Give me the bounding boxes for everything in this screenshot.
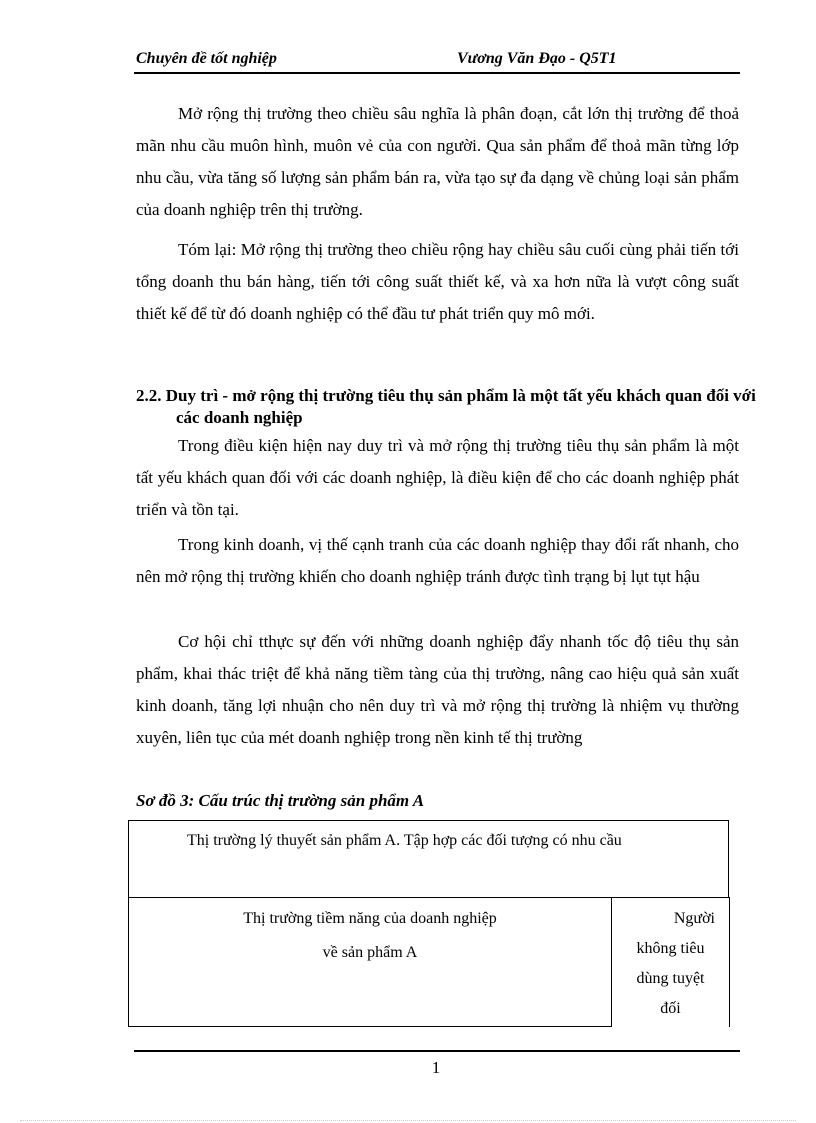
theoretical-market-box [128,820,729,898]
page-number: 1 [431,1058,441,1077]
non-consumer-box [612,897,730,1027]
diagram-caption: Sơ đồ 3: Cấu trúc thị trường sản phẩm A [136,791,425,810]
potential-market-box [128,897,612,1027]
paragraph-current-conditions: Trong điều kiện hiện nay duy trì và mở rộng thị trường tiêu thụ sản phẩm là một tất yếu khách quan đối với các doanh nghiệp, là điều kiện để cho các doanh nghiệp phát triển và tồn tại. [136,436,739,519]
paragraph-market-depth: Mở rộng thị trường theo chiều sâu nghĩa là phân đoạn, cắt lớn thị trường để thoả mãn nhu cầu muôn hình, muôn vẻ của con người. Qua sản phẩm để thoả mãn từng lớp nhu cầu, vừa tăng số lượng sản phẩm bán ra, vừa tạo sự đa dạng về chủng loại sản phẩm của doanh nghiệp trên thị trường. [136,104,739,219]
non-consumer-line-2: không tiêu [636,940,705,957]
potential-market-line-2: về sản phẩm A [322,944,418,961]
paragraph-summary: Tóm lại: Mở rộng thị trường theo chiều rộng hay chiều sâu cuối cùng phải tiến tới tổng doanh thu bán hàng, tiến tới công suất thiết kế, và xa hơn nữa là vượt công suất thiết kế để từ đó doanh nghiệp có thể đầu tư phát triển quy mô mới. [136,240,739,323]
page-bottom-edge [20,1120,796,1121]
non-consumer-line-1: Người [673,910,715,927]
footer-rule [134,1050,740,1052]
theoretical-market-label: Thị trường lý thuyết sản phẩm A. Tập hợp các đối tượng có nhu cầu [187,832,622,849]
header-rule [134,72,740,74]
non-consumer-line-3: dùng tuyệt [636,970,705,987]
potential-market-line-1: Thị trường tiềm năng của doanh nghiệp [243,910,497,927]
paragraph-competition: Trong kinh doanh, vị thế cạnh tranh của các doanh nghiệp thay đổi rất nhanh, cho nên mở rộng thị trường khiến cho doanh nghiệp tránh được tình trạng bị lụt tụt hậu [136,535,739,586]
non-consumer-line-4: đối [660,1000,681,1017]
section-heading: 2.2. Duy trì - mở rộng thị trường tiêu thụ sản phẩm là một tất yếu khách quan đối với các doanh nghiệp [136,386,756,427]
paragraph-opportunity: Cơ hội chỉ tthực sự đến với những doanh nghiệp đẩy nhanh tốc độ tiêu thụ sản phẩm, khai thác triệt để khả năng tiềm tàng của thị trường, nâng cao hiệu quả sản xuất kinh doanh, tăng lợi nhuận cho nên duy trì và mở rộng thị trường là nhiệm vụ thường xuyên, liên tục của mét doanh nghiệp trong nền kinh tế thị trường [136,632,739,747]
header-document-title: Chuyên đề tốt nghiệp [136,50,277,67]
header-author: Vương Văn Đạo - Q5T1 [457,50,617,67]
